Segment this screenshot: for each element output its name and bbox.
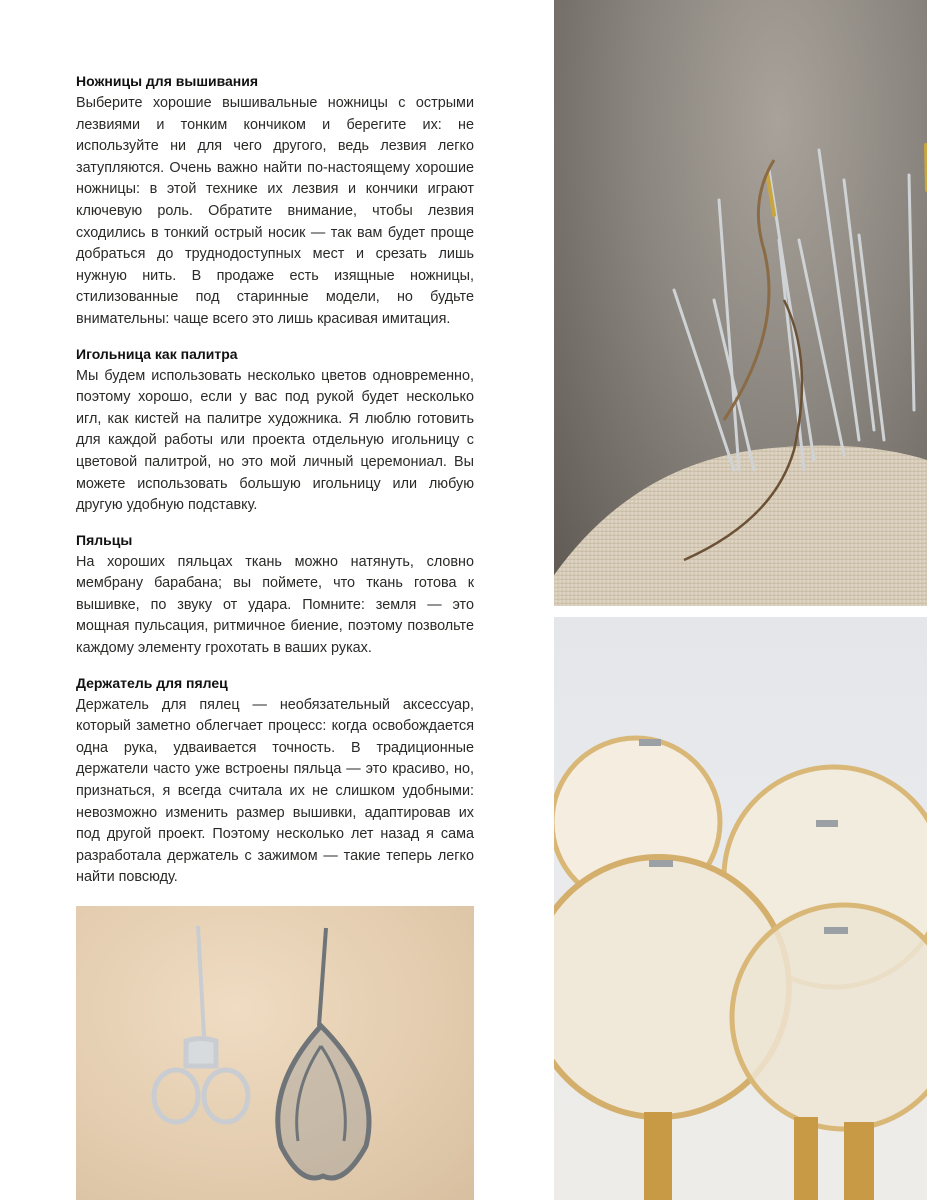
scissors-photo [76,906,474,1200]
section-body: Выберите хорошие вышивальные ножницы с острыми лезвиями и тонким кончиком и берегите их: не используйте ни для чего другого, ведь лезвия легко затупляются. Очень важно найти по-настоящему хорошие ножницы: в этой технике их лезвия и кончики играют ключевую роль. Обратите внимание, чтобы лезвия сходились в тонкий острый носик — так вам будет проще добраться до труднодоступных мест и срезать лишь нужную нить. В продаже есть изящные ножницы, стилизованные под старинные модели, но будьте внимательны: чаще всего это лишь красивая имитация. [76,95,474,327]
section-heading: Ножницы для вышивания [76,73,259,89]
section-heading: Держатель для пялец [76,674,228,691]
section-body: Мы будем использовать несколько цветов одновременно, поэтому хорошо, если у вас под рукой будет несколько игл, как кистей на палитре художника. Я люблю готовить для каждой работы или проекта отдельную игольницу с цветовой палитрой, но это мой личный церемониал. Вы можете использовать большую игольницу или любую другую удобную подставку. [76,367,474,514]
section-heading: Игольница как палитра [76,345,238,362]
section-hoops [76,531,474,660]
section-body: На хороших пяльцах ткань можно натянуть, словно мембрану барабана; вы поймете, что ткань готова к вышивке, по звуку от удара. Помните: земля — это мощная пульсация, ритмичное биение, поэтому позвольте каждому элементу грохотать в ваших руках. [76,553,474,657]
needles-group [674,150,914,470]
section-scissors [76,72,474,331]
needles-photo [554,0,927,606]
section-heading: Пяльцы [76,531,133,548]
hoop [732,905,927,1129]
section-pincushion [76,345,474,517]
hoops-photo [554,617,927,1200]
section-hoop-holder [76,674,474,889]
needles-illustration [554,0,927,606]
silver-scissors [154,926,248,1122]
hoops-illustration [554,617,927,1200]
grey-scissors [278,928,369,1178]
scissors-illustration [76,906,474,1200]
section-body: Держатель для пялец — необязательный аксессуар, который заметно облегчает процесс: когда освобождается одна рука, удваивается точность. В традиционные держатели часто уже встроены пяльца — это красиво, но, признаться, я всегда считала их не слишком удобными: невозможно изменить размер вышивки, адаптировав их под другой проект. Поэтому несколько лет назад я сама разработала держатель с зажимом — такие теперь легко найти повсюду. [76,696,474,886]
article-text-column [76,72,474,903]
